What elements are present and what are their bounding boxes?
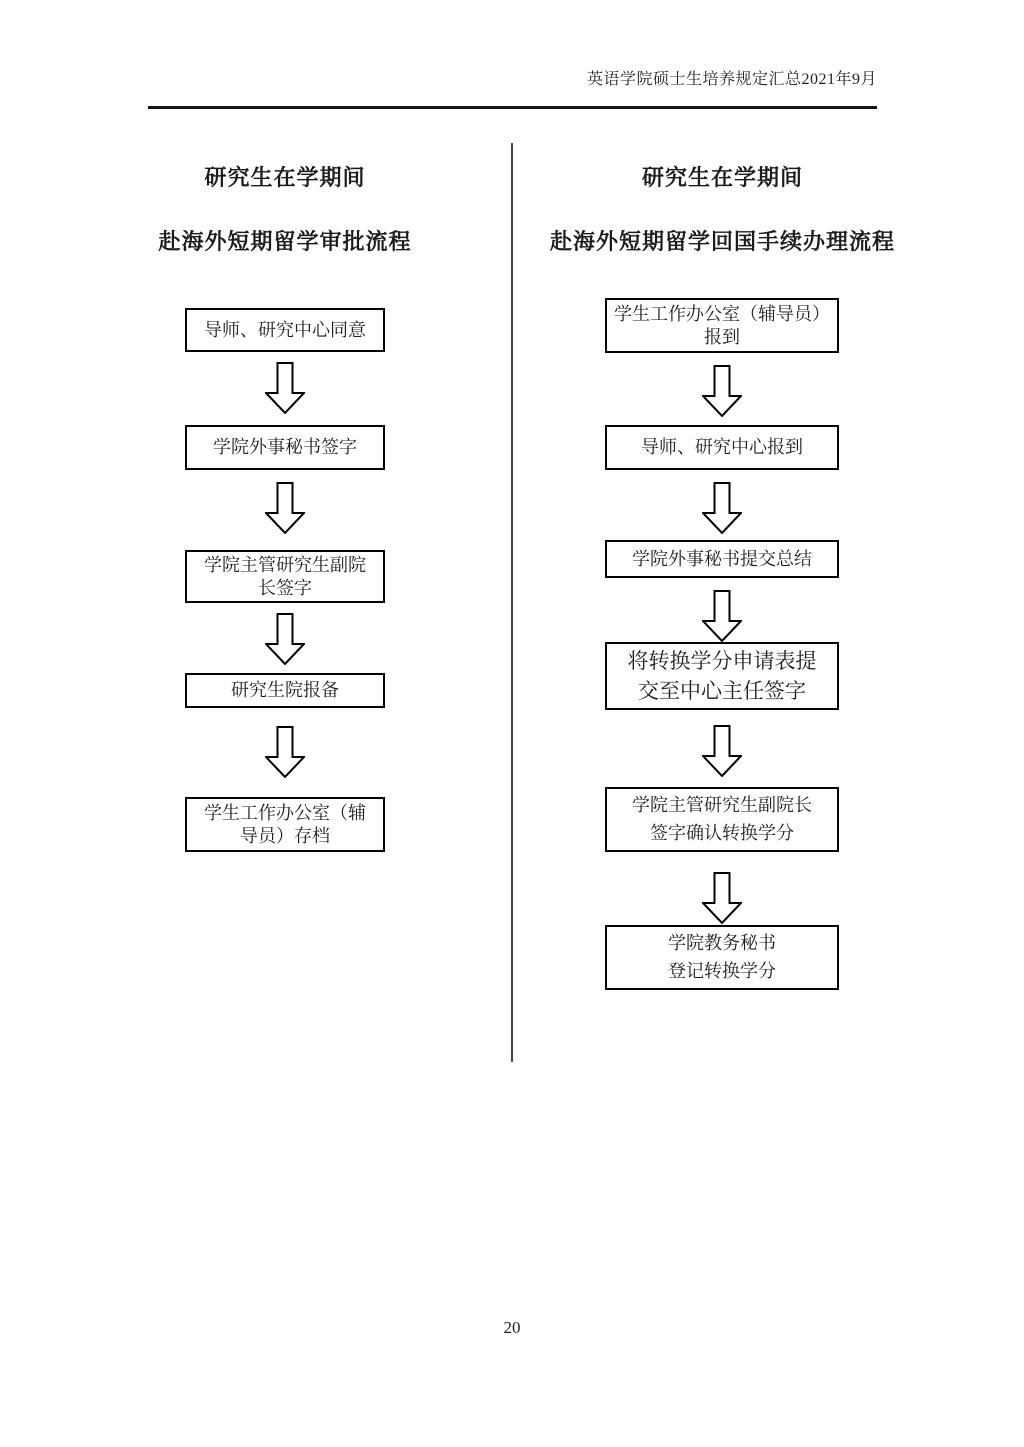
flow-step-label: 学院外事秘书签字 (213, 437, 357, 458)
down-arrow-icon (702, 482, 742, 534)
down-arrow-icon (702, 725, 742, 777)
flow-step-label: 登记转换学分 (668, 960, 776, 981)
flow-step-label: 将转换学分申请表提 (627, 648, 817, 673)
page-number: 20 (503, 1318, 521, 1337)
down-arrow-icon (702, 590, 742, 642)
flow-step-box (605, 540, 839, 578)
flow-step-box (185, 797, 385, 852)
left-flowchart-subtitle: 赴海外短期留学审批流程 (158, 229, 412, 254)
left-flowchart-title: 研究生在学期间 (204, 165, 366, 190)
down-arrow-icon (702, 872, 742, 924)
flow-step-label: 学院外事秘书提交总结 (632, 548, 812, 569)
flow-step-label: 学生工作办公室（辅导员） (614, 304, 830, 324)
header-divider (148, 106, 877, 109)
flow-step-box (605, 787, 839, 852)
flow-step-label: 导员）存档 (240, 825, 330, 846)
flow-step-label: 报到 (704, 326, 740, 347)
flow-step-label: 学院主管研究生副院长 (632, 794, 812, 815)
flow-step-label: 签字确认转换学分 (650, 822, 794, 843)
right-flowchart (605, 298, 839, 990)
flow-step-label: 研究生院报备 (231, 680, 339, 701)
page-header: 英语学院硕士生培养规定汇总2021年9月 (586, 71, 877, 88)
flow-step-box (605, 925, 839, 990)
flow-step-label: 学院教务秘书 (668, 932, 776, 953)
down-arrow-icon (702, 365, 742, 417)
flow-step-box (185, 425, 385, 470)
column-divider (511, 143, 513, 1062)
right-flowchart-subtitle: 赴海外短期留学回国手续办理流程 (549, 229, 895, 254)
flow-step-box (185, 308, 385, 352)
flow-step-label: 学院主管研究生副院 (204, 555, 366, 575)
flow-step-box (185, 550, 385, 603)
left-flowchart (185, 308, 385, 852)
flow-step-label: 长签字 (258, 577, 312, 598)
down-arrow-icon (265, 482, 305, 534)
right-flowchart-title: 研究生在学期间 (641, 165, 803, 190)
flow-step-label: 导师、研究中心同意 (204, 319, 366, 340)
down-arrow-icon (265, 362, 305, 414)
down-arrow-icon (265, 613, 305, 665)
down-arrow-icon (265, 726, 305, 778)
flow-step-label: 学生工作办公室（辅 (204, 803, 366, 823)
flow-step-box (605, 425, 839, 470)
flow-step-box (605, 642, 839, 710)
flow-step-box (605, 298, 839, 353)
flow-step-label: 交至中心主任签字 (638, 679, 806, 703)
flow-step-box (185, 673, 385, 708)
flow-step-label: 导师、研究中心报到 (641, 437, 803, 458)
